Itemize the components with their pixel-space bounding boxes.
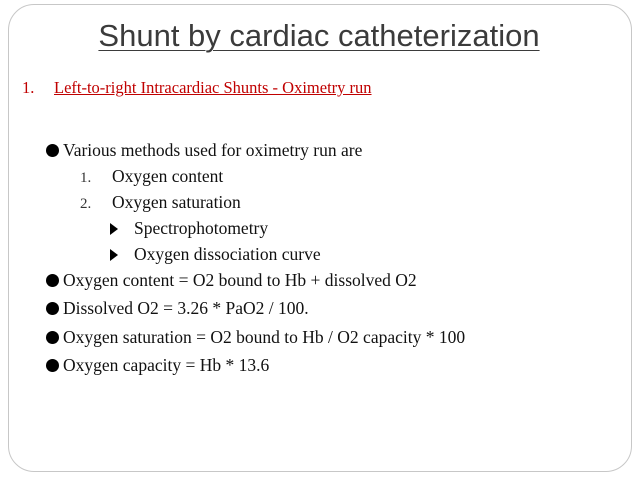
intro-text: Various methods used for oximetry run are: [63, 140, 363, 160]
formula-text: Dissolved O2 = 3.26 * PaO2 / 100.: [63, 298, 309, 318]
bullet-icon: [46, 144, 59, 157]
bullet-icon: [46, 359, 59, 372]
method-text: Oxygen saturation: [112, 192, 241, 212]
submethod-text: Oxygen dissociation curve: [134, 244, 321, 264]
submethod-item: [110, 244, 321, 265]
slide-title: Shunt by cardiac catheterization: [98, 18, 540, 53]
section-number: 1.: [22, 78, 35, 97]
section-text: Left-to-right Intracardiac Shunts - Oximetry run: [54, 78, 372, 97]
submethod-text: Spectrophotometry: [134, 218, 269, 238]
formula-text: Oxygen capacity = Hb * 13.6: [63, 355, 270, 375]
submethod-item: [110, 218, 268, 239]
method-text: Oxygen content: [112, 166, 224, 186]
formula-text: Oxygen saturation = O2 bound to Hb / O2 capacity * 100: [63, 327, 466, 347]
method-item: [80, 166, 223, 187]
formula-item: [46, 270, 417, 291]
slide-frame: [8, 4, 632, 472]
method-item: [80, 192, 241, 213]
bullet-icon: [46, 302, 59, 315]
formula-item: [46, 298, 309, 319]
bullet-icon: [46, 331, 59, 344]
method-number: 2.: [80, 196, 92, 212]
arrow-bullet-icon: [110, 223, 118, 235]
arrow-bullet-icon: [110, 249, 118, 261]
formula-text: Oxygen content = O2 bound to Hb + dissolved O2: [63, 270, 417, 290]
formula-item: [46, 327, 465, 348]
section-heading: [22, 78, 372, 98]
formula-item: [46, 355, 269, 376]
method-number: 1.: [80, 170, 92, 186]
bullet-icon: [46, 274, 59, 287]
bullet-intro: [46, 140, 362, 161]
